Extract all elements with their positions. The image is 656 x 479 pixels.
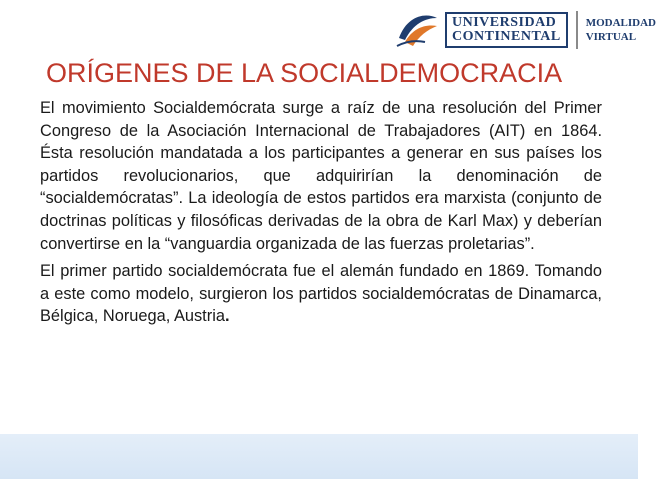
paragraph-first-party (40, 260, 602, 328)
university-name-line2: CONTINENTAL (452, 29, 561, 44)
university-logo (395, 8, 656, 52)
modality-line1: MODALIDAD (585, 17, 656, 29)
modality-line2: VIRTUAL (585, 31, 637, 43)
university-emblem-icon (395, 8, 439, 52)
university-name-box (445, 12, 568, 48)
paragraph-final-period: . (224, 307, 230, 326)
paragraph-first-party-text: El primer partido socialdemócrata fue el alemán fundado en 1869. Tomando a este como modelo, surgieron los partidos socialdemócratas de Dinamarca, Bélgica, Noruega, Austria (40, 262, 602, 326)
slide-title: ORÍGENES DE LA SOCIALDEMOCRACIA (46, 58, 563, 88)
logo-divider (576, 11, 578, 49)
paragraph-origins: El movimiento Socialdemócrata surge a raíz de una resolución del Primer Congreso de la Asociación Internacional de Trabajadores (AIT) en 1864. Ésta resolución mandatada a los participantes a generar en sus países los partidos revolucionarios, que adquirirían la denominación de “socialdemócratas”. La ideología de estos partidos era marxista (conjunto de doctrinas políticas y filosóficas derivadas de la obra de Karl Max) y deberían convertirse en la “vanguardia organizada de las fuerzas proletarias”. (40, 99, 602, 253)
university-name-line1: UNIVERSIDAD (452, 15, 557, 30)
bottom-decorative-band (0, 434, 638, 479)
slide-body (40, 97, 602, 333)
modality-label (586, 16, 656, 44)
